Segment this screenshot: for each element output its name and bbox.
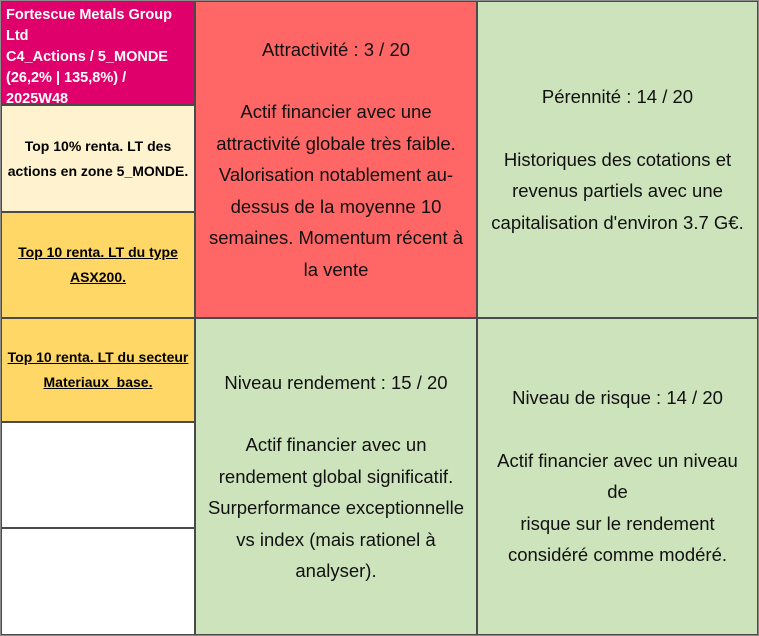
asset-week: 2025W48 [6,91,69,105]
ranking-type-link[interactable]: Top 10 renta. LT du type ASX200. [18,244,178,285]
risque-score: Niveau de risque : 14 / 20 [512,387,723,409]
ranking-zone [1,105,195,212]
risque-panel [477,318,758,635]
rendement-description: Actif financier avec un rendement global significatif. Surperformance exceptionnelle vs index (mais rationel à analyser). [207,434,465,581]
asset-name: Fortescue Metals Group Ltd [6,7,172,44]
ranking-zone-label: Top 10% renta. LT des actions en zone 5_MONDE. [7,137,189,179]
asset-title-block [1,1,195,105]
ranking-sector-link[interactable]: Top 10 renta. LT du secteur Materiaux_base. [7,349,189,390]
attractivite-panel [195,1,477,318]
rendement-panel [195,318,477,635]
risque-description: Actif financier avec un niveau de risque sur le rendement considéré comme modéré. [497,449,738,566]
ranking-sector[interactable] [1,318,195,422]
perennite-score: Pérennité : 14 / 20 [541,86,694,107]
asset-performance: (26,2% | 135,8%) / [6,70,127,86]
ranking-type[interactable] [1,212,195,318]
rendement-score: Niveau rendement : 15 / 20 [224,371,448,393]
asset-category: C4_Actions / 5_MONDE [6,49,168,65]
empty-cell [1,528,195,635]
empty-cell [1,422,195,528]
perennite-panel [477,1,758,318]
perennite-description: Historiques des cotations et revenus partiels avec une capitalisation d'environ 3.7 G€. [491,148,744,233]
attractivite-score: Attractivité : 3 / 20 [261,38,411,60]
attractivite-description: Actif financier avec une attractivité globale très faible. Valorisation notablement au- dessus de la moyenne 10 semaines. Momentum récent à la vente [209,101,463,280]
